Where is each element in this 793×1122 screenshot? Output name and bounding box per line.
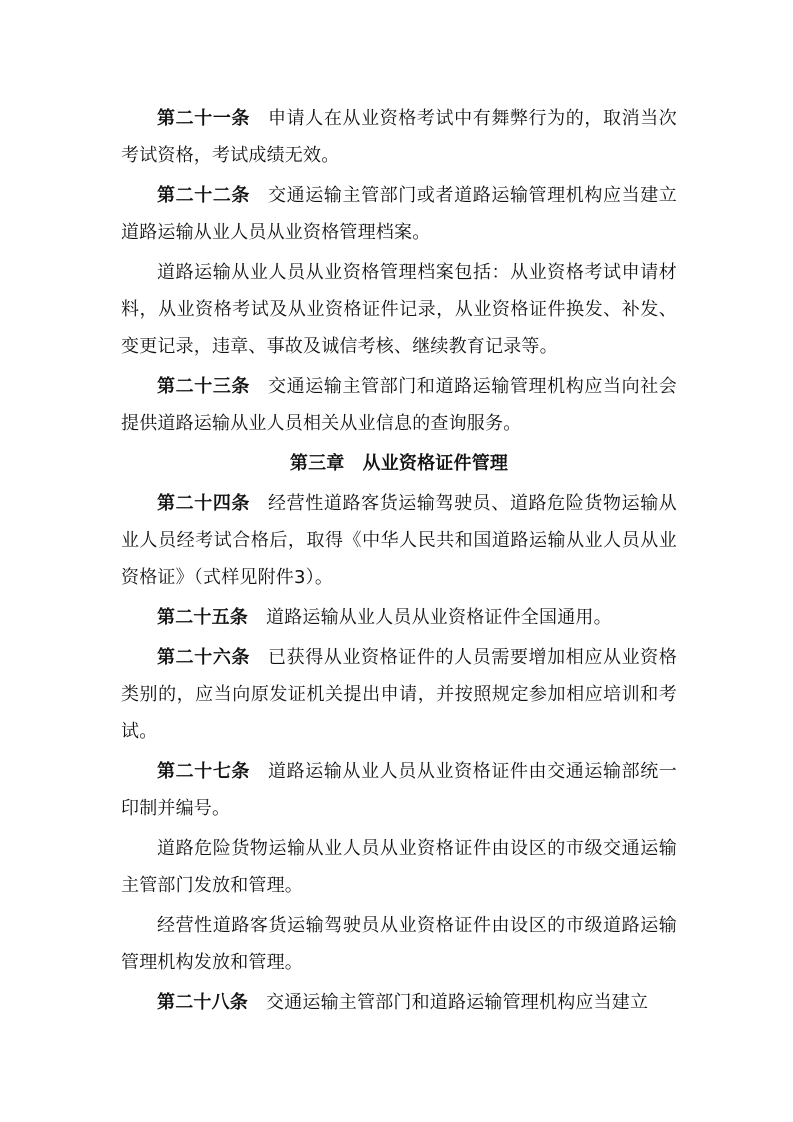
article-text: 经营性道路客货运输驾驶员、道路危险货物运输从业人员经考试合格后，取得《中华人民共和国道路运输从业人员从业资格证》（式样见附件3）。 [121, 493, 678, 588]
article-26 [121, 639, 677, 750]
paragraph-hazardous-cert [121, 830, 677, 904]
article-text: 已获得从业资格证件的人员需要增加相应从业资格类别的，应当向原发证机关提出申请，并按照规定参加相应培训和考试。 [121, 647, 678, 742]
chapter-heading [121, 445, 677, 482]
article-number: 第二十六条 [157, 647, 251, 668]
article-22 [121, 177, 677, 251]
article-number: 第二十一条 [157, 108, 251, 129]
article-21 [121, 100, 677, 174]
article-number: 第二十五条 [157, 607, 248, 628]
article-number: 第二十七条 [157, 761, 251, 782]
article-number: 第二十八条 [157, 992, 248, 1013]
article-23 [121, 368, 677, 442]
document-page [121, 100, 677, 1024]
paragraph-text: 道路运输从业人员从业资格管理档案包括：从业资格考试申请材料，从业资格考试及从业资格证件记录，从业资格证件换发、补发、变更记录，违章、事故及诚信考核、继续教育记录等。 [121, 262, 677, 357]
article-24 [121, 485, 677, 596]
paragraph-driver-cert [121, 907, 677, 981]
article-text: 交通运输主管部门和道路运输管理机构应当向社会提供道路运输从业人员相关从业信息的查询服务。 [121, 376, 678, 434]
chapter-title: 从业资格证件管理 [362, 453, 509, 474]
article-text: 道路运输从业人员从业资格证件由交通运输部统一印制并编号。 [121, 761, 678, 819]
article-number: 第二十四条 [157, 493, 251, 514]
article-27 [121, 753, 677, 827]
chapter-number: 第三章 [289, 453, 345, 474]
article-28 [121, 984, 677, 1021]
article-text: 交通运输主管部门或者道路运输管理机构应当建立道路运输从业人员从业资格管理档案。 [121, 185, 678, 243]
article-25 [121, 599, 677, 636]
article-text: 交通运输主管部门和道路运输管理机构应当建立 [266, 992, 649, 1013]
article-number: 第二十二条 [157, 185, 251, 206]
article-text: 道路运输从业人员从业资格证件全国通用。 [266, 607, 612, 628]
paragraph-text: 道路危险货物运输从业人员从业资格证件由设区的市级交通运输主管部门发放和管理。 [121, 838, 677, 896]
paragraph-text: 经营性道路客货运输驾驶员从业资格证件由设区的市级道路运输管理机构发放和管理。 [121, 915, 677, 973]
paragraph-archive-contents [121, 254, 677, 365]
article-text: 申请人在从业资格考试中有舞弊行为的，取消当次考试资格，考试成绩无效。 [121, 108, 678, 166]
article-number: 第二十三条 [157, 376, 251, 397]
